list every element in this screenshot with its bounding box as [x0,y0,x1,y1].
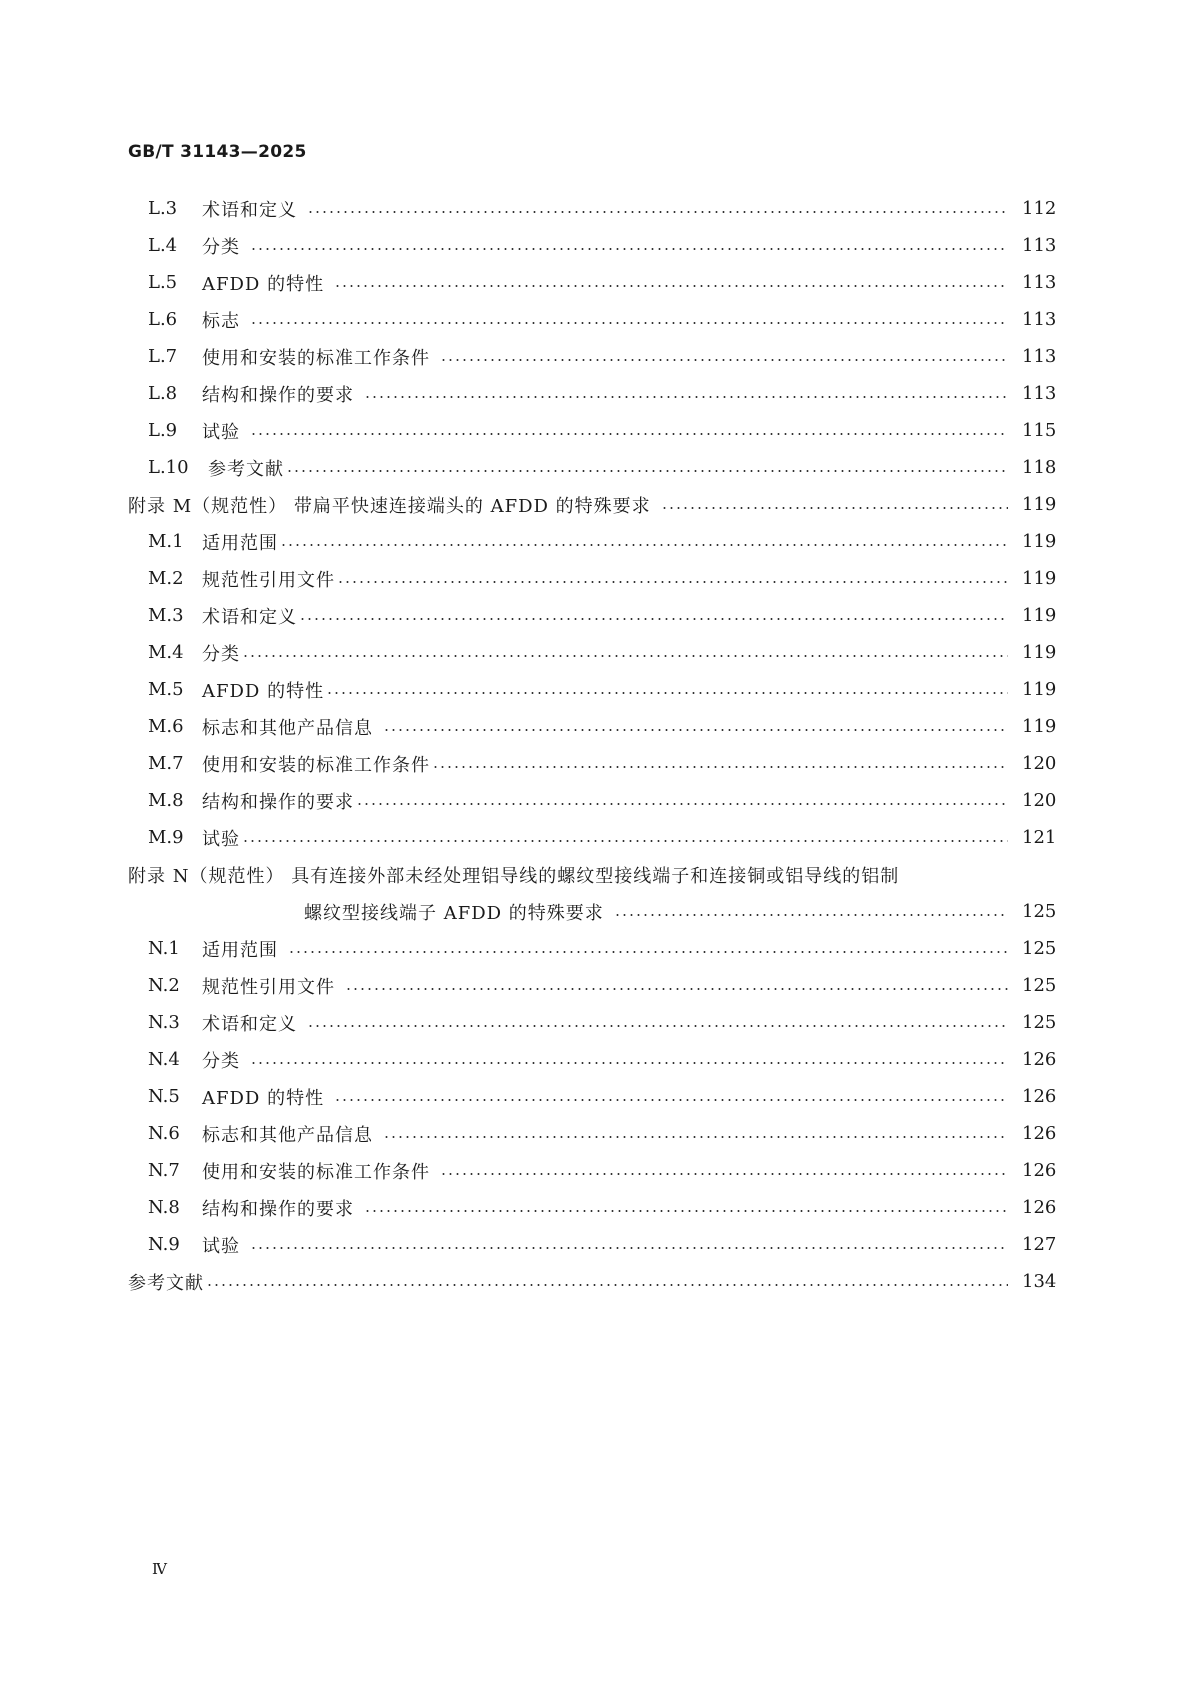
toc-entry-title: 标志和其他产品信息 [202,717,373,739]
toc-entry-number: M.1 [148,531,184,552]
toc-entry-m6[interactable] [128,708,1056,745]
toc-entry-title: 分类 [202,236,240,258]
toc-entry-number: N.8 [148,1197,180,1218]
dot-leader [299,618,1008,620]
dot-leader [364,1210,1008,1212]
dot-leader [440,1173,1008,1175]
toc-entry-page: 113 [1022,309,1057,330]
dot-leader [383,729,1008,731]
document-header: GB/T 31143—2025 [128,142,307,162]
toc-entry-number: M.8 [148,790,184,811]
toc-entry-title: 规范性引用文件 [202,976,335,998]
toc-entry-page: 119 [1022,605,1057,626]
toc-entry-l5[interactable] [128,264,1056,301]
dot-leader [250,322,1008,324]
dot-leader [432,766,1008,768]
toc-entry-page: 119 [1022,568,1057,589]
toc-entry-n2[interactable] [128,967,1056,1004]
dot-leader [364,396,1008,398]
toc-entry-page: 126 [1022,1160,1057,1181]
toc-entry-number: L.8 [148,383,178,404]
toc-entry-m8[interactable] [128,782,1056,819]
toc-entry-title: 参考文献 [128,1272,204,1294]
toc-entry-page: 126 [1022,1123,1057,1144]
toc-entry-m5[interactable] [128,671,1056,708]
table-of-contents [128,190,1056,1300]
toc-entry-page: 113 [1022,272,1057,293]
toc-entry-number: M.6 [148,716,184,737]
dot-leader [250,248,1008,250]
toc-entry-l7[interactable] [128,338,1056,375]
dot-leader [614,914,1008,916]
toc-entry-n1[interactable] [128,930,1056,967]
dot-leader [356,803,1008,805]
toc-entry-title: 标志和其他产品信息 [202,1124,373,1146]
toc-entry-bibliography[interactable] [128,1263,1056,1300]
toc-entry-title: 试验 [202,828,240,850]
toc-entry-l6[interactable] [128,301,1056,338]
toc-entry-page: 126 [1022,1086,1057,1107]
toc-entry-page: 115 [1022,420,1057,441]
toc-entry-m1[interactable] [128,523,1056,560]
toc-entry-page: 113 [1022,346,1057,367]
toc-entry-title: 术语和定义 [202,199,297,221]
toc-entry-m2[interactable] [128,560,1056,597]
toc-entry-m9[interactable] [128,819,1056,856]
toc-entry-number: N.7 [148,1160,180,1181]
toc-entry-number: N.3 [148,1012,180,1033]
dot-leader [242,840,1008,842]
toc-entry-n7[interactable] [128,1152,1056,1189]
toc-entry-n9[interactable] [128,1226,1056,1263]
toc-entry-title: AFDD 的特性 [202,1087,325,1109]
toc-entry-number: M.3 [148,605,184,626]
toc-entry-page: 125 [1022,975,1057,996]
dot-leader [337,581,1008,583]
toc-entry-page: 127 [1022,1234,1057,1255]
toc-entry-title: 术语和定义 [202,606,297,628]
toc-entry-title: AFDD 的特性 [202,680,325,702]
toc-entry-title: 结构和操作的要求 [202,791,354,813]
dot-leader [307,1025,1008,1027]
dot-leader [286,470,1008,472]
toc-entry-title-continued: 螺纹型接线端子 AFDD 的特殊要求 [304,902,604,924]
toc-entry-page: 119 [1022,642,1057,663]
toc-entry-title: 术语和定义 [202,1013,297,1035]
toc-entry-l3[interactable] [128,190,1056,227]
toc-entry-title: 附录 M（规范性） 带扁平快速连接端头的 AFDD 的特殊要求 [128,495,651,517]
toc-entry-number: L.6 [148,309,178,330]
toc-entry-title: 分类 [202,1050,240,1072]
toc-entry-number: N.1 [148,938,180,959]
toc-entry-page: 121 [1022,827,1057,848]
toc-entry-page: 113 [1022,383,1057,404]
toc-entry-title: 参考文献 [208,458,284,480]
toc-entry-number: N.2 [148,975,180,996]
toc-entry-number: L.3 [148,198,178,219]
dot-leader [250,433,1008,435]
toc-entry-title: 适用范围 [202,532,278,554]
toc-entry-title: 使用和安装的标准工作条件 [202,754,430,776]
dot-leader [280,544,1008,546]
toc-entry-page: 125 [1022,1012,1057,1033]
dot-leader [288,951,1008,953]
toc-entry-annex-n-line1[interactable] [128,856,1056,893]
toc-entry-n5[interactable] [128,1078,1056,1115]
toc-entry-title: 适用范围 [202,939,278,961]
dot-leader [206,1284,1008,1286]
toc-entry-number: M.4 [148,642,184,663]
toc-entry-n8[interactable] [128,1189,1056,1226]
toc-entry-m7[interactable] [128,745,1056,782]
toc-entry-number: N.5 [148,1086,180,1107]
toc-entry-page: 119 [1022,716,1057,737]
toc-entry-m3[interactable] [128,597,1056,634]
toc-entry-l4[interactable] [128,227,1056,264]
toc-entry-page: 112 [1022,198,1057,219]
toc-entry-page: 125 [1022,901,1057,922]
toc-entry-title: 使用和安装的标准工作条件 [202,347,430,369]
toc-entry-title: 结构和操作的要求 [202,1198,354,1220]
dot-leader [383,1136,1008,1138]
toc-entry-page: 126 [1022,1197,1057,1218]
toc-entry-n4[interactable] [128,1041,1056,1078]
toc-entry-number: L.10 [148,457,189,478]
toc-entry-title: 试验 [202,1235,240,1257]
toc-entry-number: N.9 [148,1234,180,1255]
toc-entry-n3[interactable] [128,1004,1056,1041]
dot-leader [661,507,1008,509]
toc-entry-number: N.4 [148,1049,180,1070]
toc-entry-title: 使用和安装的标准工作条件 [202,1161,430,1183]
toc-entry-title: 试验 [202,421,240,443]
toc-entry-l8[interactable] [128,375,1056,412]
dot-leader [334,1099,1008,1101]
toc-entry-page: 125 [1022,938,1057,959]
toc-entry-number: M.7 [148,753,184,774]
toc-entry-n6[interactable] [128,1115,1056,1152]
toc-entry-page: 113 [1022,235,1057,256]
toc-entry-number: M.5 [148,679,184,700]
toc-entry-page: 119 [1022,494,1057,515]
toc-entry-page: 118 [1022,457,1057,478]
toc-entry-number: N.6 [148,1123,180,1144]
dot-leader [334,285,1008,287]
dot-leader [250,1247,1008,1249]
toc-entry-page: 119 [1022,531,1057,552]
toc-entry-number: L.9 [148,420,178,441]
dot-leader [250,1062,1008,1064]
dot-leader [307,211,1008,213]
toc-entry-number: L.4 [148,235,178,256]
toc-entry-annex-n-line2[interactable] [128,893,1056,930]
page-number: Ⅳ [152,1560,167,1578]
toc-entry-page: 134 [1022,1271,1057,1292]
toc-entry-number: M.2 [148,568,184,589]
toc-entry-page: 126 [1022,1049,1057,1070]
toc-entry-page: 119 [1022,679,1057,700]
toc-entry-l10[interactable] [128,449,1056,486]
toc-entry-number: L.7 [148,346,178,367]
toc-entry-title: 标志 [202,310,240,332]
toc-entry-title: 规范性引用文件 [202,569,335,591]
dot-leader [345,988,1008,990]
toc-entry-annex-m[interactable] [128,486,1056,523]
toc-entry-title: 附录 N（规范性） 具有连接外部未经处理铝导线的螺纹型接线端子和连接铜或铝导线的铝制 [128,865,900,887]
dot-leader [242,655,1008,657]
toc-entry-page: 120 [1022,753,1057,774]
toc-entry-number: M.9 [148,827,184,848]
toc-entry-number: L.5 [148,272,178,293]
toc-entry-title: AFDD 的特性 [202,273,325,295]
toc-entry-page: 120 [1022,790,1057,811]
dot-leader [326,692,1008,694]
toc-entry-m4[interactable] [128,634,1056,671]
toc-entry-title: 分类 [202,643,240,665]
dot-leader [440,359,1008,361]
toc-entry-title: 结构和操作的要求 [202,384,354,406]
toc-entry-l9[interactable] [128,412,1056,449]
